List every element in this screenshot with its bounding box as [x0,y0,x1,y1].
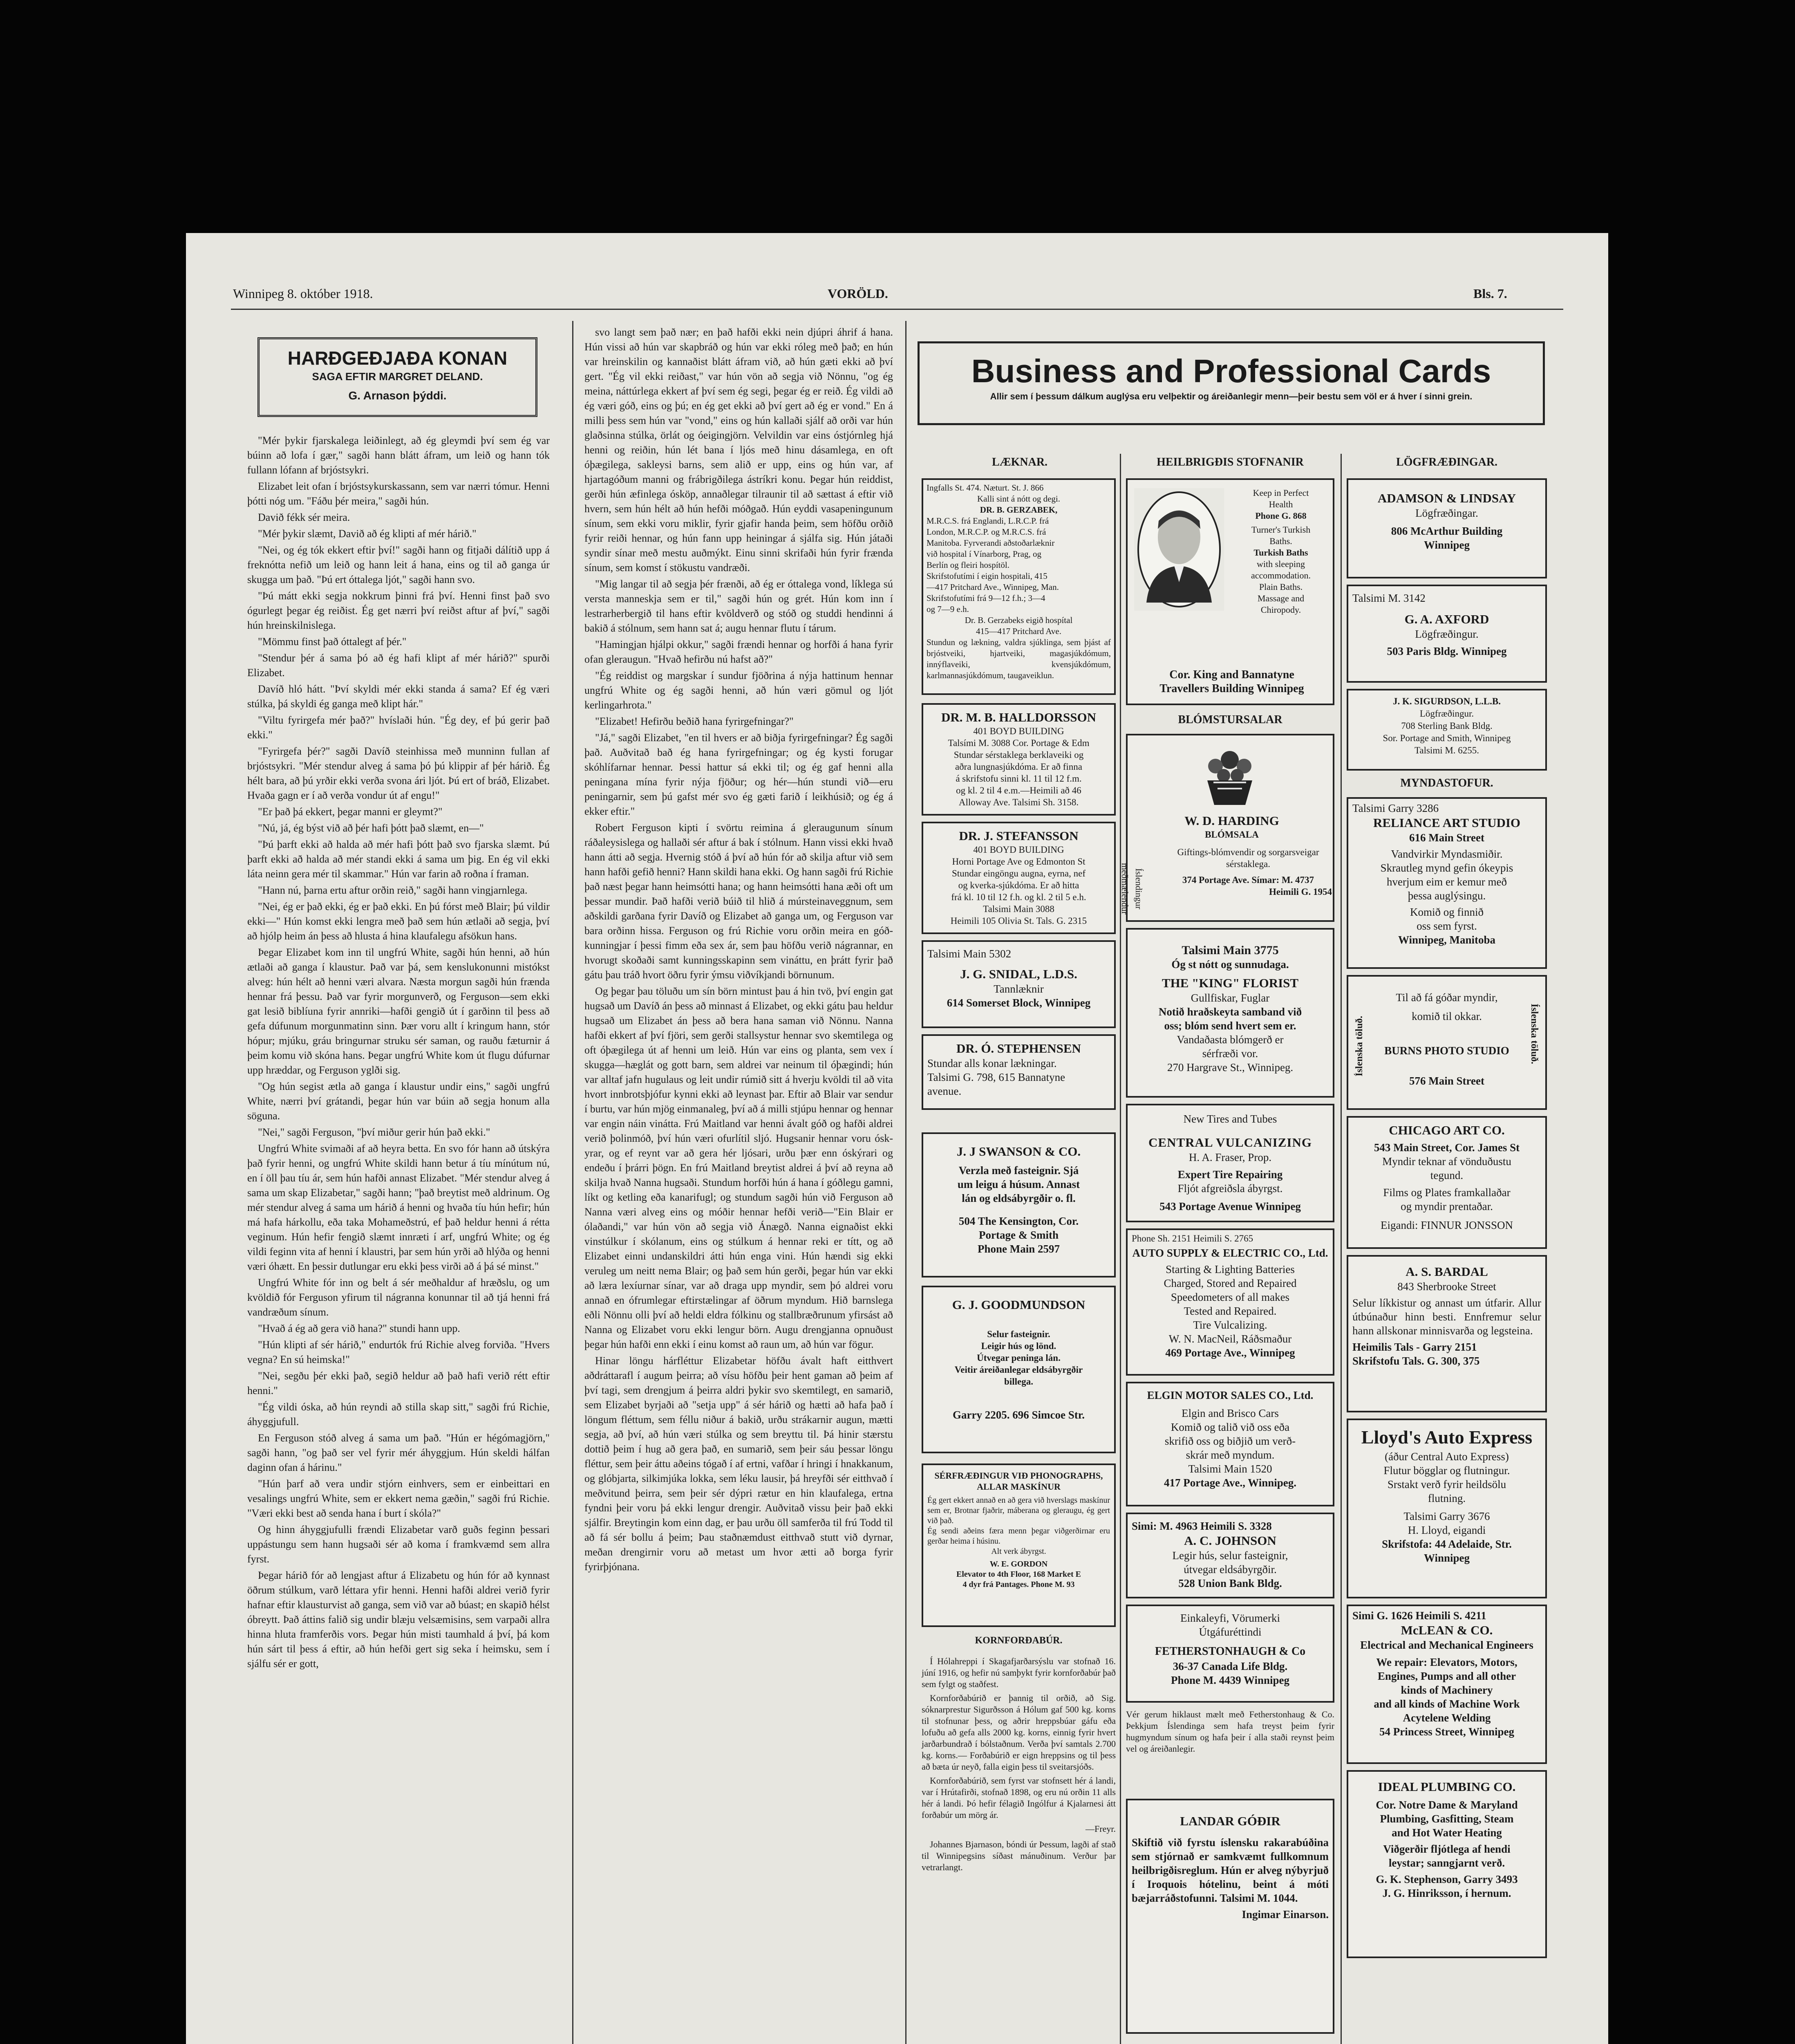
ad-line: with sleeping accommodation. [1251,559,1311,580]
ad-king-florist [1126,928,1334,1098]
ad-line: Alt verk ábyrgst. [991,1547,1046,1556]
ad-dr-stephensen [922,1034,1116,1110]
story-paragraph: "Elizabet! Hefirðu beðið hana fyrirgefningar?" [595,715,794,727]
ad-line: Útvegar peninga lán. [977,1353,1061,1363]
ad-name: McLEAN & CO. [1401,1623,1493,1637]
ad-line: Vandaðasta blómgerð er [1177,1033,1284,1046]
ad-role: Electrical and Mechanical Engineers [1360,1639,1533,1651]
turkish-baths-footer [1132,668,1332,696]
ad-name: AUTO SUPPLY & ELECTRIC CO., Ltd. [1132,1247,1328,1259]
story-paragraph: svo langt sem það nær; en það hafði ekki nein djúpri áhrif á hana. Hún vissi að hún var skapbráð og hún var ekki róleg með það; en hún var hreinskilin og kannaðist blátt áfram við, að hún gæti ekki að því gert. "Ég vil ekki reiðast," var hún vön að segja við Nönnu, "og ég meina, náttúrlega ekkert af því sem ég segi, þegar ég er reið. Ég vildi að ég væri góð, eins og þú; en ég get ekki að því gert að ég er vond." En á milli þess sem hún var "vond," eins og hún kallaði sjálf að orði var hún glaðsinna stúlka, örlát og óeigingjörn. Velvildin var eins óstjórnleg hjá henni og reiðin, hún lét bana í ljós með hinu dásamlega, en oft óþægilega, sakleysi barns, sem alið er upp, eins og hún var, af hjartagóðum manni og frábrigðilega ástríkri konu. Þegar hún reiddist, gerði hún æfinlega ósköp, annaðlegar tilraunir til að sættast á eftir við hvern, sem hún hélt að hún hefði móðgað. Hún eyddi vasapeningunum sínum, sem ekki voru miklir, fyrir gjafir handa þeim, sem höfðu orðið fyrir reiði hennar, og hún fann upp heiningar á sjálfa sig. Hún játaði syndir sínar með mestu auðmýkt. Einu sinni skrifaði hún fyrir frænda sínum, sem komst í stökustu vandræði. [584,326,893,574]
burns-side-text-left: Íslenska töluð. [1354,1015,1365,1077]
story-paragraph: En Ferguson stóð alveg á sama um það. "Hún er hégómagjörn," sagði hann, "og það ser vel fyrir mér áhyggjum. Hún skeldi hálfan daginn ofan á hárinu." [247,1432,550,1473]
ad-line: 415—417 Pritchard Ave. [976,626,1061,636]
story-paragraph: Og þegar þau töluðu um sín börn mintust þau á hin tvö, því engin gat hugsað um Davíð án þess að minnast á Elizabet, og ekki gátu þau heldur hugsað um Elizabet án þess að bera hana saman við Nönnu. Nanna hafði ekkert af því fjöri, sem gerði stallsystur hennar svo skemtilega og oft óþægilega út af henni um leið. Hún var eins og planta, sem vex í skugga—hæglát og gott barn, sem aldrei var neinum til óþægindi; hún var alltaf jafn hugulaus og leit undir rúmið sitt á hverju kvöldi til að vita hvort innbrotsþjófur kynni ekki að leynast þar. Eftir að Blair var sendur í burtu, var hún mjög einmanaleg, því að á milli stjúpu hennar og hennar var engin náin vinátta. Frú Maitland var henni ávalt góð og hafði aldrei verið þolinmóð, því hún væri ofurlítil sljó. Hugsanir hennar voru óskyrar, og ef reynt var að gera hér ljósari, urðu þær enn óskýrari og endeðu í þrárri þögn. En frú Maitland breytist aldrei á því að reyna að skilja hvað Nanna hugsaði. Stundum horfði hún á hana í góðlegu gamni, líkt og ketling eða kanarifugl; og stundum sagði hún við Ferguson að Nanna væri alveg eins og móðir hennar hefði verið—"Ein Blair er ólaðandi," var hún vön að segja við Ánægð. Nanna eignaðist ekki vinstúlkur í skólanum, eins og stúlkum á hennar reki er títt, og að Elizabet einni undanskildri átti hún enga vini. Hún hændi sig ekki veruleg um neitt nema Blair; og það sem hún gerði, þegar hún var ekki að læra lexíurnar sínar, var að draga upp myndir, sem þó aldrei voru annað en ófrumlegar eftirstælingar af öðrum myndum. Hið barnslega eðli Nönnu olli því að heldi eldra fólkinu og stallbræðrunum yfirsást að Nanna og Elizabet voru ekki lengur börn. Augu drengjanna opnuðust þegar hún hafði enn ekki í einu komst að raun um, að hún var fögur. [584,985,893,1350]
ad-line: hverjum eim er kemur með [1387,876,1507,888]
ad-role: Lögfræðingur. [1415,628,1479,640]
ad-line: og kverka-sjúkdóma. Er að hitta [958,880,1079,890]
cards-subtitle: Allir sem í þessum dálkum auglýsa eru velþektir og áreiðanlegir menn—þeir bestu sem völ er á hver í sinni grein. [990,391,1473,401]
ad-line: Films og Plates framkallaðar [1383,1186,1511,1199]
ad-phone: Phone M. 4439 Winnipeg [1171,1674,1290,1686]
article-paragraph: Í Hólahreppi í Skagafjarðarsýslu var stofnað 16. júní 1916, og hefir nú samþykt fyrir kornforðabúr það sem fylgt og staðfest. [922,1656,1116,1689]
ad-line: Skrautleg mynd gefin ókeypis [1380,862,1513,874]
ad-swanson [922,1132,1116,1278]
ad-line: Expert Tire Repairing [1177,1168,1283,1181]
ad-line: DR. B. GERZABEK, [980,505,1058,515]
ad-burns-photo-studio [1347,975,1547,1110]
ad-line: Fljót afgreiðsla ábyrgst. [1177,1182,1283,1195]
ad-name: A. C. JOHNSON [1184,1533,1276,1548]
ad-line: —417 Pritchard Ave., Winnipeg, Man. [927,582,1059,592]
cards-rule-2 [1341,454,1342,2044]
story-paragraph: "Nei, og ég tók ekkert eftir því!" sagði hann og fitjaði dálítið upp á freknótta nefið um leið og hann leit á hana, eins og til að ganga úr skugga um það. "Þú ert óttalega ljót," sagði hann svo. [247,544,550,585]
ad-line: W. N. MacNeil, Ráðsmaður [1168,1333,1292,1345]
ad-phone: Simi G. 1626 Heimili S. 4211 [1352,1609,1486,1622]
ad-line: frá kl. 10 til 12 f.h. og kl. 2 til 5 e.h. [951,892,1086,902]
header-title: VORÖLD. [828,286,888,301]
story-title: HARÐGEÐJAÐA KONAN [287,347,508,369]
ad-landar-godir [1126,1799,1334,2034]
ad-name: G. A. AXFORD [1404,612,1489,626]
ad-line: aðra lungnasjúkdóma. Er að finna [955,762,1083,772]
ad-address: 843 Sherbrooke Street [1397,1280,1496,1293]
section-head-lawyers: LÖGFRÆÐINGAR. [1396,456,1498,468]
ad-phone: Heimilis Tals - Garry 2151 [1352,1341,1477,1353]
story-paragraph: Og hinn áhyggjufulli frændi Elizabetar varð guðs feginn þessari uppástungu sem hann hugsaði sér að koma í framkvæmd sem allra fyrst. [247,1524,550,1565]
ad-address: 576 Main Street [1409,1075,1484,1087]
ad-line: Leigir hús og lönd. [981,1341,1056,1351]
ad-address: Winnipeg [1423,539,1470,551]
ad-line: billega. [1004,1376,1033,1387]
story-paragraph: "Og hún segist ætla að ganga í klaustur undir eins," sagði ungfrú White, nærri því grátandi, þegar hún var búin að segja honum alla söguna. [247,1080,550,1122]
story-paragraph: Þegar hárið fór að lengjast aftur á Elizabetu og hún fór að kynnast öðrum stúlkum, varð léttara yfir henni. Henni hafði aldrei verið fyrir hafnar eftir klausturvist að ganga, sem við var að búast; en skapið hélst óbreytt. Það áttins falið sig undir blæju velsæmisins, sem varpaði allra hinna hluta framferðis vors. Þegar hún misti taumhald á því, þá kom hún sárt til þess á eftir, að hún hefði gert sig seka í heimsku, sem í sjálfu sér er gott, [247,1569,550,1670]
ad-name: BURNS PHOTO STUDIO [1384,1044,1509,1057]
ad-fetherstonhaugh [1126,1605,1334,1703]
article-paragraph: Kornforðabúrið, sem fyrst var stofnsett hér á landi, var í Hrútafirði, stofnað 1898, og eru nú orðin 11 alls hér á landi. Þó hefir félagið Ingólfur á Kjalarnesi átt forðabúr um mörg ár. [922,1775,1116,1820]
ad-line: Kalli sint á nótt og degi. [977,494,1060,504]
story-column-2 [584,325,893,2044]
story-paragraph: "Hvað á ég að gera við hana?" stundi hann upp. [258,1322,460,1334]
story-paragraph: "Mömmu finst það óttalegt af þér." [258,636,407,648]
ad-address: 616 Main Street [1409,831,1484,844]
story-paragraph: "Þú mátt ekki segja nokkrum þinni frá því. Henni finst það svo ógurlegt þegar ég reiðist. Ég get nærri því reiðst aftur af því," sagði hún hreinskilnislega. [247,590,550,631]
ad-address: 528 Union Bank Bldg. [1178,1577,1282,1589]
ad-line: Keep in Perfect [1253,488,1309,498]
ad-line: Talsími M. 3088 Cor. Portage & Edm [948,738,1090,748]
ad-line: þessa auglýsingu. [1408,890,1486,902]
ad-line: Engines, Pumps and all other [1377,1670,1516,1682]
ad-mclean [1347,1605,1547,1764]
ad-line: Ingfalls St. 474. Næturt. St. J. 866 [927,483,1044,493]
ad-address: 417 Portage Ave., Winnipeg. [1164,1477,1296,1489]
ad-signature: Ingimar Einarson. [1242,1908,1329,1921]
ad-line: Myndir teknar af vönduðustu [1382,1155,1511,1168]
ad-line: Health [1269,499,1293,509]
ad-name: DR. J. STEFANSSON [959,829,1079,843]
ad-dr-stefansson [922,822,1116,934]
story-paragraph: Ungfrú White svimaði af að heyra betta. En svo fór hann að útskýra það fyrir henni, og ungfrú White skildi hann betur á tíu mínútum nú, en í öll þau tíu ár, sem hún hafði annast Elizabet. "Mér stendur alveg á sama um skap Elizabetar," sagði hann; "það breytist með aldrinum. Og mér stendur alveg á sama um hárið á henni og hvaða tíu hún hefir; hún má hafa hárkollu, eða taka Mohameðstrú, ef það heldur henni á rétta veginum. Hún hefir fengið slæmt innræti í arf, ungfrú White; og ég vildi feginn vita af henni í klaustri, þar sem hún yrði að hlýða og henni væri óhætt. En þessir dutlungar eru ekki þess virði að á þá sé minst." [247,1143,550,1272]
ad-name: W. E. GORDON [989,1560,1048,1569]
cards-title: Business and Professional Cards [971,353,1491,389]
story-translator: G. Arnason þýddi. [348,389,447,402]
ad-elgin-motor [1126,1382,1334,1506]
header-date: Winnipeg 8. október 1918. [233,286,373,301]
ad-name: J. K. SIGURDSON, L.L.B. [1393,696,1501,706]
ad-phone: Phone G. 868 [1255,511,1307,521]
ad-role: Tannlæknir [994,983,1044,995]
ad-name: J. J SWANSON & CO. [956,1144,1081,1159]
ad-address: 36-37 Canada Life Bldg. [1173,1660,1288,1672]
ad-line: 401 BOYD BUILDING [973,845,1064,855]
ad-line: G. K. Stephenson, Garry 3493 [1376,1873,1518,1885]
story-paragraph: "Þú þarft ekki að halda að mér hafi þótt það svo fjarska slæmt. Þú þarft ekki að halda að mér standi ekki á sama um þig. En ég vil ekki láta neinn gera mér til skammar." Hún var farin að roðna í framan. [247,838,550,880]
ad-address: 54 Princess Street, Winnipeg [1379,1726,1514,1738]
ad-line: Plain Baths. [1259,582,1303,592]
ad-line: við hospital í Vínarborg, Prag, og [927,549,1041,559]
story-paragraph: "Nei, ég er það ekki, ég er það ekki. En þú fórst með Blair; þú vildir ekki—" Hún komst ekki lengra með það sem hún ætlaði að segja, því að hjólp heim án þess að hlusta á hina klaufalegu afsökun hans. [247,901,550,942]
ad-bardal [1347,1255,1547,1412]
story-paragraph: "Nei, segðu þér ekki það, segið heldur að það hafi verið rétt eftir henni." [247,1370,550,1396]
ad-line: New Tires and Tubes [1183,1113,1277,1125]
ad-name: ADAMSON & LINDSAY [1377,491,1516,505]
kornfordabur-head: KORNFORÐABÚR. [975,1635,1063,1646]
ad-line: Charged, Stored and Repaired [1164,1277,1297,1289]
ad-address: 503 Paris Bldg. Winnipeg [1387,645,1507,657]
ad-line: 4 dyr frá Pantages. Phone M. 93 [962,1580,1075,1589]
fetherstonhaugh-note: Vér gerum hiklaust mælt með Fetherstonhaug & Co. Þekkjum Íslendinga sem hafa treyst þeim fyrir hugmyndum sínum og hafa þeir í alla staði reynst þeim vel og áreiðanlegir. [1126,1709,1334,1754]
ad-dr-gerzabek [922,478,1116,695]
story-paragraph: "Viltu fyrirgefa mér það?" hvíslaði hún. "Ég dey, ef þú gerir það ekki." [247,714,550,741]
harding-vertical-text: Íslendingur meðmælendur [1120,863,1144,914]
section-head-doctors: LÆKNAR. [992,456,1048,468]
ad-line: and Hot Water Heating [1392,1827,1502,1839]
ad-line: Baths. [1269,536,1292,546]
ad-line: Elevator to 4th Floor, 168 Market E [956,1570,1081,1579]
ad-footer: Garry 2205. 696 Simcoe Str. [953,1409,1085,1421]
ad-snidal-dentist [922,940,1116,1028]
ad-line: Heimili 105 Olivia St. Tals. G. 2315 [950,916,1087,926]
ad-address: Winnipeg, Manitoba [1398,934,1496,946]
ad-line: 504 The Kensington, Cor. [958,1215,1079,1227]
ad-ideal-plumbing [1347,1770,1547,1958]
ad-line: og kl. 2 til 4 e.m.—Heimili að 46 [956,785,1081,796]
ad-phone: Talsimi M. 6255. [1414,745,1479,755]
ad-line: Tested and Repaired. [1184,1305,1277,1317]
ad-role: Lögfræðingar. [1415,507,1478,519]
ad-owner: Eigandi: FINNUR JONSSON [1380,1219,1513,1231]
ad-role: Lögfræðingur. [1419,708,1474,719]
ad-name: LANDAR GÓÐIR [1180,1814,1280,1828]
ad-line: Turkish Baths [1253,547,1308,558]
ad-name: G. J. GOODMUNDSON [952,1298,1086,1312]
ad-line: Óg st nótt og sunnudaga. [1171,958,1289,970]
ad-line: Stundun og lækning, valdra sjúklinga, sem þjást af brjóstveiki, hjartveiki, magasjúkdómum, innýflaveiki, kvensjúkdómum, karlmannasjúkdómum, taugaveiklun. [927,637,1111,680]
newspaper-page [186,233,1608,2044]
story-paragraph: Elizabet leit ofan í brjóstsykurskassann, sem var nærri tómur. Henni þótti nóg um. "Fáðu þér meira," sagði hún. [247,480,550,507]
ad-address: 708 Sterling Bank Bldg. [1401,721,1493,731]
kornfordabur-article [922,1656,1116,2044]
ad-line: tegund. [1430,1169,1464,1181]
ad-line: Horni Portage Ave og Edmonton St [952,856,1086,867]
ad-line: flutning. [1428,1492,1466,1504]
story-paragraph: "Mér þykir slæmt, Davið að ég klipti af mér hárið." [258,528,477,540]
ad-line: Manitoba. Fyrverandi aðstoðarlæknir [927,538,1055,548]
ad-name: IDEAL PLUMBING CO. [1378,1780,1516,1794]
ad-line: oss; blóm send hvert sem er. [1164,1020,1296,1032]
burns-side-text-right: Íslenska töluð. [1529,1003,1540,1065]
ad-adamson-lindsay [1347,478,1547,578]
ad-line: oss sem fyrst. [1417,920,1477,932]
ad-name: CENTRAL VULCANIZING [1148,1135,1312,1150]
story-paragraph: "Nei," sagði Ferguson, "því miður gerir hún það ekki." [258,1126,490,1138]
header-page-number: Bls. 7. [1473,286,1507,301]
ad-owner: H. A. Fraser, Prop. [1188,1151,1272,1163]
ad-line: leystar; sanngjarnt verð. [1388,1857,1505,1869]
story-subtitle: SAGA EFTIR MARGRET DELAND. [312,370,483,383]
ad-address: Sor. Portage and Smith, Winnipeg [1383,733,1511,743]
ad-line: skrifið oss og biðjið um verð- [1164,1435,1296,1447]
ad-address: 270 Hargrave St., Winnipeg. [1167,1061,1294,1074]
ad-line: Talsimi Main 3088 [983,904,1054,914]
ad-name: ELGIN MOTOR SALES CO., Ltd. [1147,1389,1314,1401]
ad-line: skrár með myndum. [1186,1449,1275,1461]
portrait-photo [1134,488,1224,611]
ad-line: Útgáfuréttindi [1199,1626,1262,1638]
ad-head: SÉRFRÆÐINGUR VIÐ PHONOGRAPHS, ALLAR MASKÍNUR [934,1470,1103,1492]
story-paragraph: "Er það þá ekkert, þegar manni er gleymt?" [258,806,443,818]
ad-phone: Talsimi Main 1520 [1188,1463,1272,1475]
ad-name: W. D. HARDING [1184,814,1279,828]
ad-line: lán og eldsábyrgðir o. fl. [962,1192,1076,1204]
story-paragraph: "Já," sagði Elizabet, "en til hvers er að biðja fyrirgefningar? Ég sagði það. Auðvitað bað ég hana fyrirgefningar; og ég kysti forugar skóhlífarnar hennar. Þessi hattur sá ekki til; og ég gaf henni alla peningana mína fyrir nýja fjöður; og hér—hún stundi við—eru peningarnir, sem þú gafst mér svo ég gæti farið í leikhúsið; og ég á ekker eftir." [584,732,893,817]
ad-line: and all kinds of Machine Work [1374,1698,1520,1710]
ad-address: 543 Main Street, Cor. James St [1374,1141,1520,1154]
story-paragraph: "Ég reiddist og margskar í sundur fjöðrina á nýja hattinum hennar ungfrú White og ég sagði henni, að hún væri gömul og ljót kerlingarhrota." [584,670,893,711]
ad-address: Travellers Building Winnipeg [1159,682,1304,695]
turkish-baths-text [1230,487,1332,616]
ad-lloyds-auto-express [1347,1419,1547,1598]
ad-phone: Talsimi Main 5302 [927,948,1012,960]
ad-line: um leigu á húsum. Annast [957,1178,1080,1190]
story-paragraph: Davið fékk sér meira. [258,511,350,523]
ad-line: avenue. [927,1085,962,1097]
ad-goodmundson [922,1286,1116,1453]
ad-line: Vandvirkir Myndasmiðir. [1391,848,1503,860]
story-column-1 [247,433,550,2044]
ad-line: J. G. Hinriksson, í hernum. [1382,1887,1511,1899]
ad-johnson [1126,1513,1334,1598]
ad-gordon [922,1464,1116,1627]
ad-phone: Simi: M. 4963 Heimili S. 3328 [1132,1520,1272,1532]
ad-auto-supply [1126,1228,1334,1376]
ad-line: Portage & Smith [979,1229,1059,1241]
ad-name: J. G. SNIDAL, L.D.S. [960,967,1077,981]
ad-line: Skrifstofutími í eigin hospitali, 415 [927,571,1047,581]
ad-name: Lloyd's Auto Express [1361,1427,1533,1448]
ad-line: Elgin and Brisco Cars [1182,1407,1279,1419]
ad-name: A. S. BARDAL [1406,1264,1488,1279]
ad-line: Notið hraðskeyta samband við [1158,1006,1302,1018]
ad-line: Alloway Ave. Talsimi Sh. 3158. [958,797,1079,807]
ad-harding-florist [1120,734,1334,922]
ad-phone: Phone Sh. 2151 Heimili S. 2765 [1132,1233,1253,1244]
ad-line: Tire Vulcalizing. [1193,1319,1267,1331]
harding-text [1132,813,1332,898]
ad-phone: Talsimi M. 3142 [1352,592,1426,604]
story-paragraph: "Ég vildi óska, að hún reyndi að stilla skap sitt," sagði frú Richie, áhyggjufull. [247,1401,550,1428]
ad-line: M.R.C.S. frá Englandi, L.R.C.P. frá [927,516,1049,526]
ad-line: Speedometers of all makes [1171,1291,1290,1303]
ad-address: Winnipeg [1423,1552,1470,1564]
cards-banner [918,341,1545,425]
ad-line: og 7—9 e.h. [927,604,969,614]
ad-text: Skiftið við fyrstu íslensku rakarabúðina sem stjórnað er samkvæmt fullkomnum heilbrigðisreglum. Hún er alveg nýbyrjuð í Iroquois hótelinu, beint á móti bæjarráðstofunni. Talsimi M. 1044. [1132,1836,1329,1904]
ad-line: Heimili G. 1954 [1269,887,1332,897]
story-paragraph: Ungfrú White fór inn og belt á sér meðhaldur af hræðslu, og um kvöldið fór Ferguson yfirum til nágranna konunnar til að tjá henni frá vandræðum sínum. [247,1277,550,1318]
ad-line: Chiropody. [1260,605,1301,615]
ad-line: Giftings-blómvendir og sorgarsveigar sérstaklega. [1177,847,1319,869]
story-paragraph: Davíð hló hátt. "Því skyldi mér ekki standa á sama? Ef ég væri stúlka, þá skyldi ég ganga með klipt hár." [247,683,550,710]
ad-line: komið til okkar. [1412,1010,1482,1022]
ad-line: 374 Portage Ave. Símar: M. 4737 [1182,875,1314,885]
story-paragraph: "Mér þykir fjarskalega leiðinlegt, að ég gleymdi því sem ég var búinn að lofa í gær," sagði hann blátt áfram, um leið og hann tók fullann lófann af brjóstsykri. [247,435,550,476]
ad-line: Starting & Lighting Batteries [1166,1263,1295,1275]
section-head-photo-studios: MYNDASTOFUR. [1400,777,1493,789]
story-title-box [257,337,537,417]
ad-name: THE "KING" FLORIST [1162,976,1299,990]
ad-line: Talsimi G. 798, 615 Bannatyne [927,1071,1065,1083]
ad-line: Legir hús, selur fasteignir, [1172,1549,1288,1562]
ad-text: Selur líkkistur og annast um útfarir. Allur útbúnaður hinn besti. Ennfremur selur hann allskonar minnisvarða og legsteina. [1352,1297,1541,1337]
ad-address: Cor. Notre Dame & Maryland [1376,1799,1518,1811]
ad-phone: Skrifstofu Tals. G. 300, 375 [1352,1355,1480,1367]
ad-role: BLÓMSALA [1205,829,1259,840]
ad-owner: H. Lloyd, eigandi [1408,1524,1486,1536]
ad-line: Plumbing, Gasfitting, Steam [1380,1813,1514,1825]
story-paragraph: "Hann nú, þarna ertu aftur orðin reið," sagði hann vingjarnlega. [258,884,528,896]
story-paragraph: Hinar löngu hárfléttur Elizabetar höfðu ávalt haft eitthvert aðdráttarafl í augum þeirra; að vísu höfðu þeir hent gaman að þeim af því tagi, sem drengjum á þeirra aldri þykir svo skemtilegt, en samarið, sem Elizabet byrjaði að "setja upp" á sér hárið og hætti að hafa það í löngum fléttum, sem féllu niður á bakið, urðu strákarnir augun, mætti segja, að því, að hún væri stúlka og sem breyttu til. Þá hinir stærstu dottið þeim í hug að gera það, en sumarið, sem þeir sáu þessar löngu fléttur, sem þeir áttu aðeins tógað í af ertni, vafðar í hringi í hnakkanum, og glóbjarta, silkimjúka lokka, sem léku lausir, þá hreyfði sér eitthvað í meðvitund þeirra, sem þeir sér dýpri rætur en hin klaufalega, ertna fyndni þeir voru þá ekki lengur drengir. Auðvitað vissu þeir það ekki sjálfir. Breytingin kom einn dag, er þau urðu öll samferða til frú Todd til að fá sér bollu á þeim; Þau staðnæmdust eitthvað stutt við dyrnar, meðan drengirnir voru að metast um hvor ætti að borga fyrir fyrirþjónana. [584,1355,893,1573]
story-paragraph: "Hún klipti af sér hárið," endurtók frú Richie alveg forviða. "Hvers vegna? En sú heimska!" [247,1339,550,1365]
ad-phone: Talsimi Garry 3676 [1403,1510,1490,1522]
ad-phone: Talsimi Garry 3286 [1352,802,1439,814]
ad-phone: Talsimi Main 3775 [1182,944,1279,957]
ad-line: á skrifstofu sinni kl. 11 til 12 f.m. [956,773,1082,784]
ad-line: Skrifstofutími frá 9—12 f.h.; 3—4 [927,593,1045,603]
ad-line: Komið og finnið [1410,906,1484,918]
story-paragraph: "Nú, já, ég býst við að þér hafi þótt það slæmt, en—" [258,822,484,834]
ad-line: Stundar sérstaklega berklaveiki og [953,750,1084,760]
ad-sigurdson [1347,689,1547,771]
ad-line: London, M.R.C.P. og M.R.C.S. frá [927,527,1046,537]
ad-chicago-art [1347,1116,1547,1249]
ad-line: Srstakt verð fyrir heildsölu [1387,1478,1506,1490]
ad-reliance-art-studio [1347,797,1547,969]
section-head-florists: BLÓMSTURSALAR [1178,713,1282,726]
header-rule [231,309,1563,310]
ad-address: 806 McArthur Building [1391,525,1503,537]
ad-line: Komið og talið við oss eða [1171,1421,1290,1433]
ad-dr-halldorsson [922,703,1116,816]
ad-line: Stundar eingöngu augna, eyrna, nef [951,868,1086,879]
article-paragraph: Kornforðabúrið er þannig til orðið, að Sig. sóknarprestur Sigurðsson á Hólum gaf 500 kg. korns til stofnunar þess, og aðrir hreppsbúar gáfu eða lofuðu að gefa alls 2000 kg. korns, einnig fyrir hvert jarðarbundrað í bólstaðnum. Verða því samtals 2.700 kg. korns.— Forðabúrið er eign hreppsins og til þess að bæta úr neyð, falla eigin þess til sveitarsjóðs. [922,1693,1116,1772]
ad-line: Stundar alls konar lækningar. [927,1057,1057,1069]
ad-line: Acytelene Welding [1403,1712,1491,1724]
ad-central-vulcanizing [1126,1104,1334,1222]
article-paragraph: Johannes Bjarnason, bóndi úr Þessum, lagði af stað til Winnipegsins síðast mánuðinum. Verður þar vetrarlangt. [922,1839,1116,1872]
story-paragraph: "Hamingjan hjálpi okkur," sagði frændi hennar og horfði á hana fyrir ofan gleraugun. "Hvað hefirðu nú hafst að?" [584,639,893,665]
ad-line: Ég gert ekkert annað en að gera við hverslags maskínur sem er, Brotnar fjaðrir, máberana og gleraugu, ég gert við það. [927,1496,1110,1525]
ad-line: Dr. B. Gerzabeks eigið hospítal [965,615,1073,625]
ad-line: Ég sendi aðeins færa menn þegar viðgerðirnar eru gerðar heima í húsinu. [927,1526,1110,1546]
story-paragraph: "Stendur þér á sama þó að ég hafi klipt af mér hárið?" spurði Elizabet. [247,652,550,679]
ad-line: We repair: Elevators, Motors, [1376,1656,1517,1668]
ad-name: DR. Ó. STEPHENSEN [956,1041,1081,1056]
ad-turkish-baths [1126,478,1334,705]
ad-line: Veitir áreiðanlegar eldsábyrgðir [954,1365,1083,1375]
ad-address: 469 Portage Ave., Winnipeg [1165,1347,1295,1359]
ad-address: 543 Portage Avenue Winnipeg [1159,1200,1301,1213]
ad-role: Gullfiskar, Fuglar [1191,992,1270,1004]
story-paragraph: "Mig langar til að segja þér frænði, að ég er óttalega vond, líklega sú versta manneskja sem er til," sagði hún og grét. Hún kom inn í lestrarherbergið til hans eftir kvöldverð og stóð og studdi hendinni á bakið á stólnum, sem hann sat á; augu hennar flutu í tárum. [584,578,893,634]
ad-line: Turner's Turkish [1251,524,1311,535]
ad-line: kinds of Machinery [1401,1684,1493,1696]
ad-line: (áður Central Auto Express) [1385,1450,1509,1463]
ad-line: Berlín og fleiri hospítöl. [927,560,1009,570]
ad-line: útvegar eldsábyrgðir. [1184,1563,1277,1576]
ad-line: Verzla með fasteignir. Sjá [958,1164,1079,1177]
column-rule-1 [572,321,573,2044]
story-paragraph: "Hún þarf að vera undir stjórn einhvers, sem er einbeittari en vesalings ungfrú White, sem er ekkert nema gæðin," sagði frú Richie. "Væri ekki best að senda hana í burt í skóla?" [247,1478,550,1519]
ad-name: FETHERSTONHAUGH & Co [1155,1645,1306,1658]
ad-line: Viðgerðir fljótlega af hendi [1383,1843,1511,1855]
ad-address: Cor. King and Bannatyne [1169,668,1294,681]
ad-axford [1347,585,1547,683]
flower-basket-icon [1193,744,1267,809]
ad-line: 401 BOYD BUILDING [973,726,1064,736]
ad-line: Selur fasteignir. [987,1329,1050,1339]
ad-address: 614 Somerset Block, Winnipeg [947,997,1091,1009]
ad-line: Flutur bögglar og flutningur. [1383,1464,1510,1477]
ad-name: DR. M. B. HALLDORSSON [941,710,1096,724]
ad-line: Til að fá góðar myndir, [1396,991,1498,1004]
ad-address: Skrifstofa: 44 Adelaide, Str. [1382,1538,1512,1550]
ad-line: Phone Main 2597 [977,1243,1060,1255]
ad-name: CHICAGO ART CO. [1389,1123,1505,1137]
story-paragraph: Þegar Elizabet kom inn til ungfrú White, sagði hún henni, að hún ætlaði að ganga í klaustur. Það var þá, sem kenslukonunni mistókst alveg: hún hélt að henni væri alvara. Næsta morgun sagði hún frænda hennar frá þessu. Það var fyrir morgunverð, og Ferguson—sem ekki gat lesið biblíuna fyrir annriki—hafði gengið út í garðinn til þess að gefa dúfunum morgunmatinn sinn. Þær voru allt í kringum hann, stór hópur; mjúku, gráu bringurnar struku sér saman, og rauðu fæturnir á þeim komu við skóna hans. Þegar ungfrú White kom út flugu dúfurnar upp hræddar, og Ferguson yglði sig. [247,946,550,1076]
ad-line: Einkaleyfi, Vörumerki [1180,1612,1280,1624]
ad-name: RELIANCE ART STUDIO [1373,816,1521,830]
cards-rule-1 [1120,454,1121,2044]
story-paragraph: Robert Ferguson kipti í svörtu reimina á gleraugunum sínum ráðaleysislega og hallaði sér aftur á bak í stólnum. Hann vissi ekki hvað hann átti að segja. Hvernig stóð á því að hún fór að skilja aftur við sem hann hafði gefið henni? Hann skildi hana ekki. Og hann sagði frú Richie það næst þegar hann heimsótti hana; og hann heimsótti hana æði oft um þessar mundir. Það hafði verið búið til hlið á múrsteinaveggnum, sem aðskildi garðana fyrir Davíð og Elizabet að ganga um, og Ferguson var bara orðinn hissa. Ferguson og frú Richie voru orðin meira en góð-kunningjar í þessi fimm eða sex ár, sem þau höfðu verið nágrannar, en hvorugt skoðaði samt kunningsskapinn sem vináttu, en þrátt fyrir það gátu þau tráð hvort öðru fyrir ýmsu viðvíkjandi börnunum. [584,822,893,981]
section-head-health: HEILBRIGÐIS STOFNANIR [1157,456,1304,468]
ad-line: sérfræði vor. [1202,1047,1258,1060]
article-signature: —Freyr. [1086,1824,1116,1834]
story-paragraph: "Fyrirgefa þér?" sagði Davíð steinhissa með munninn fullan af brjóstsykri. "Mér stendur alveg á sama þó þú klippir af þér hárið. Ég hélt bara, að þú yrðir ekki verða svona ári ljót. Þú ert of bráð, Elizabet. Hvaða gagn er í að verða vondur út af engu!" [247,745,550,801]
column-rule-2 [905,321,906,2044]
ad-line: Massage and [1257,593,1305,603]
ad-line: og myndir prentaðar. [1401,1200,1493,1213]
